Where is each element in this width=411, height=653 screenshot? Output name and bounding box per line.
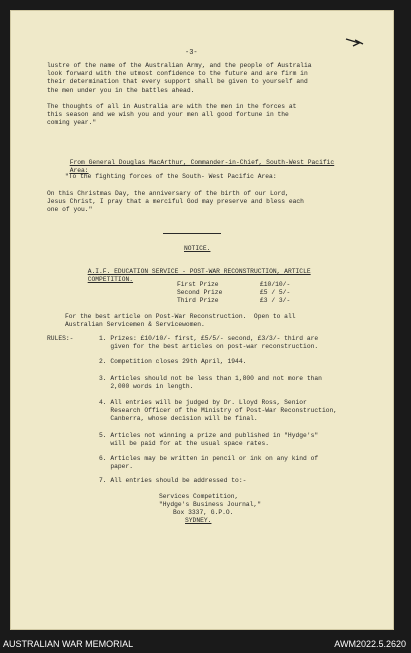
rule-item: 4. All entries will be judged by Dr. Lloyd Ross, Senior Research Officer of the Ministry of Post-War Reconstruction, Canberra, whose decision will be final. [99,399,338,423]
competition-title-2: COMPETITION. [87,276,134,284]
rule-item: 7. All entries should be addressed to:- [99,477,247,484]
paragraph-thoughts [47,103,371,128]
paragraph-lustre: lustre of the name of the Australian Army, and the people of Australia look forward with the utmost confidence to the future and are firm in their determination that every support shall be given to yourself and the men under you in the battles ahead. [47,62,312,94]
divider [163,233,221,234]
address-line: "Hydge's Business Journal," [159,501,262,508]
prize-amount: £3 / 3/- [260,297,291,304]
footer-bar [0,636,411,653]
quote-intro: "To the fighting forces of the South- West Pacific Area: [65,173,277,180]
address-line: SYDNEY. [185,517,212,524]
paperclip-mark [345,37,365,49]
rules-label: RULES:- [47,335,74,342]
rule-item: 6. Articles may be written in pencil or ink on any kind of paper. [99,455,319,471]
rule-item: 5. Articles not winning a prize and published in "Hydge's" will be paid for at the usual space rates. [99,432,319,448]
footer-accession-number: AWM2022.5.2620 [334,639,406,649]
from-line-1: From General Douglas MacArthur, Commander-in-Chief, South-West Pacific [69,159,335,167]
document-page [10,10,394,630]
prize-label: First Prize [177,281,219,288]
prize-amount: £5 / 5/- [260,289,291,296]
rule-item: 2. Competition closes 29th April, 1944. [99,358,247,365]
competition-title-1: A.I.F. EDUCATION SERVICE - POST-WAR RECONSTRUCTION, ARTICLE [87,268,311,276]
address-line: Services Competition, [159,493,239,500]
quote-body: On this Christmas Day, the anniversary of the birth of our Lord, Jesus Christ, I pray that a merciful God may preserve and bless each one of you." [47,190,304,214]
rule-item: 1. Prizes: £10/10/- first, £5/5/- second, £3/3/- third are given for the best articles on post-war reconstruction. [99,335,319,351]
footer-institution: AUSTRALIAN WAR MEMORIAL [3,639,134,649]
prize-amount: £10/10/- [260,281,291,288]
competition-title-cont [65,268,389,293]
prize-label: Second Prize [177,289,223,296]
paragraph-thoughts-text: The thoughts of all in Australia are with the men in the forces at this season and we wish you and your men all good fortune in the coming year." [47,103,297,127]
notice-title: NOTICE. [184,245,211,252]
address-line: Box 3337, G.P.O. [173,509,234,516]
rule-item: 3. Articles should not be less than 1,800 and not more than 2,000 words in length. [99,375,322,391]
from-line-2: Area: [69,167,89,175]
prize-label: Third Prize [177,297,219,304]
competition-intro: For the best article on Post-War Reconstruction. Open to all Australian Servicemen & Servicewomen. [65,313,296,329]
page-number: -3- [185,49,198,57]
